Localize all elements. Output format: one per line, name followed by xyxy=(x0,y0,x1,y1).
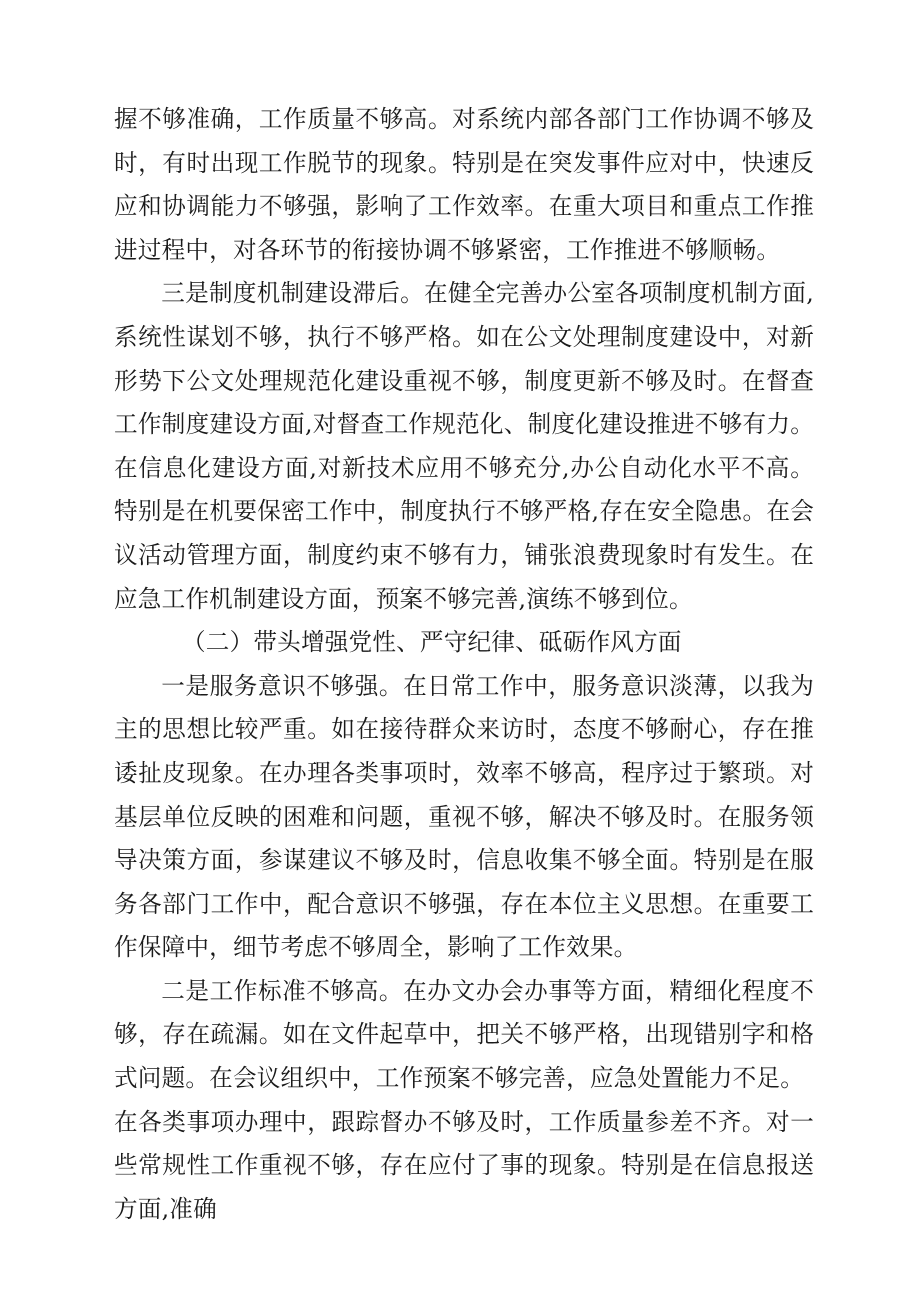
paragraph-continued: 握不够准确，工作质量不够高。对系统内部各部门工作协调不够及时，有时出现工作脱节的现象。特别是在突发事件应对中，快速反应和协调能力不够强，影响了工作效率。在重大项目和重点工作推进过程中，对各环节的衔接协调不够紧密，工作推进不够顺畅。 xyxy=(114,105,814,264)
paragraph-work-standards: 二是工作标准不够高。在办文办会办事等方面，精细化程度不够，存在疏漏。如在文件起草中，把关不够严格，出现错别字和格式问题。在会议组织中，工作预案不够完善，应急处置能力不足。 xyxy=(114,976,814,1093)
paragraph-task-handling: 在各类事项办理中，跟踪督办不够及时，工作质量参差不齐。对一些常规性工作重视不够，存在应付了事的现象。特别是在信息报送方面,准确 xyxy=(114,1107,814,1223)
section-heading: （二）带头增强党性、严守纪律、砥砺作风方面 xyxy=(182,628,682,657)
paragraph-institution-building: 三是制度机制建设滞后。在健全完善办公室各项制度机制方面,系统性谋划不够，执行不够严格。如在公文处理制度建设中，对新形势下公文处理规范化建设重视不够，制度更新不够及时。在督查工作制度建设方面,对督查工作规范化、制度化建设推进不够有力。在信息化建设方面,对新技术应用不够充分,办公自动化水平不高。特别是在机要保密工作中，制度执行不够严格,存在安全隐患。在会议活动管理方面，制度约束不够有力，铺张浪费现象时有发生。在应急工作机制建设方面，预案不够完善,演练不够到位。 xyxy=(114,279,814,613)
paragraph-service-awareness: 一是服务意识不够强。在日常工作中，服务意识淡薄，以我为主的思想比较严重。如在接待群众来访时，态度不够耐心，存在推诿扯皮现象。在办理各类事项时，效率不够高，程序过于繁琐。对基层单位反映的困难和问题，重视不够，解决不够及时。在服务领导决策方面，参谋建议不够及时，信息收集不够全面。特别是在服务各部门工作中，配合意识不够强，存在本位主义思想。在重要工作保障中，细节考虑不够周全，影响了工作效果。 xyxy=(114,671,814,962)
document-body xyxy=(114,98,814,1231)
